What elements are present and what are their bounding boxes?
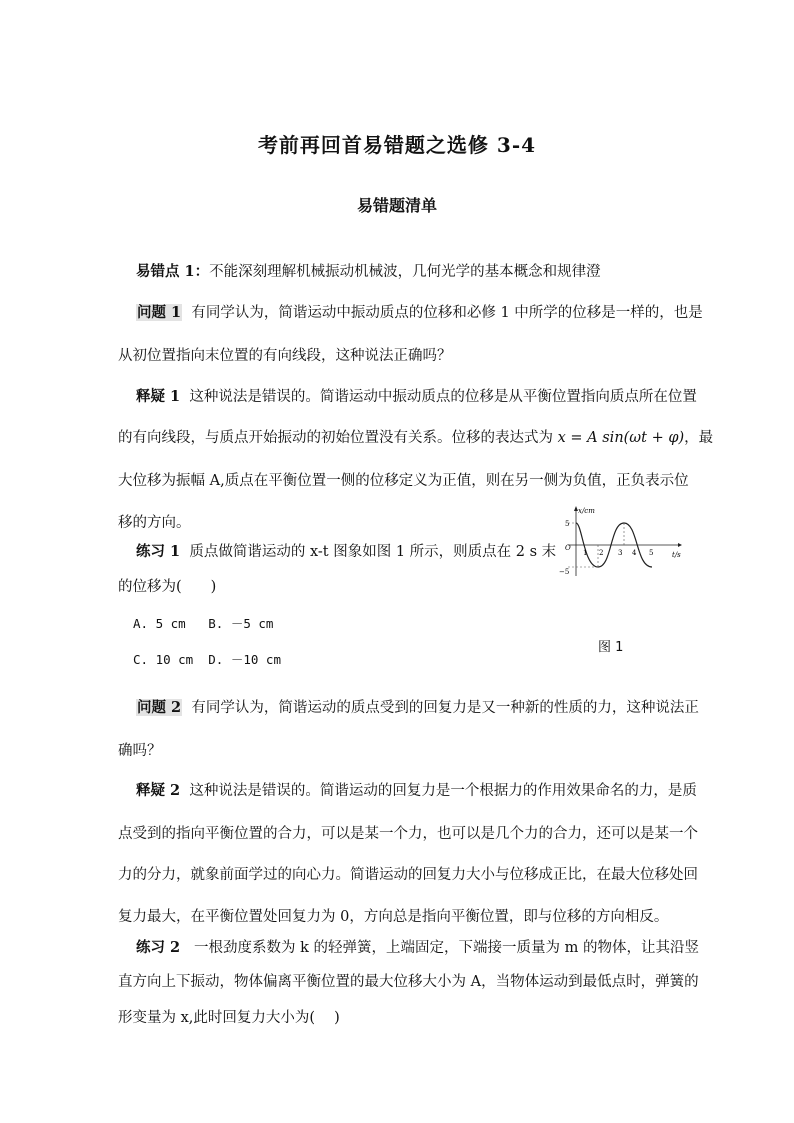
error-point-1 <box>136 260 601 281</box>
x-tick-1: 1 <box>583 549 588 557</box>
option-b: B. －5 cm <box>208 616 274 631</box>
option-d: D. －10 cm <box>208 652 281 667</box>
question-1-line-1: 问题 1 有同学认为，简谐运动中振动质点的位移和必修 1 中所学的位移是一样的，也是 <box>137 304 703 321</box>
answer-2-line-3: 力的分力，就象前面学过的向心力。简谐运动的回复力大小与位移成正比，在最大位移处回 <box>118 867 698 883</box>
answer-2-label: 释疑 2 <box>136 782 181 799</box>
question-1-label: 问题 1 <box>137 304 182 321</box>
error-point-text: 不能深刻理解机械振动机械波，几何光学的基本概念和规律澄 <box>209 264 601 280</box>
y-top-label: 5 <box>565 520 570 528</box>
exercise-1-label: 练习 1 <box>136 543 181 560</box>
answer-1-label: 释疑 1 <box>136 388 181 405</box>
exercise-2-line-3: 形变量为 x,此时回复力大小为( ) <box>118 1010 340 1026</box>
answer-2-line-4: 复力最大，在平衡位置处回复力为 0，方向总是指向平衡位置，即与位移的方向相反。 <box>118 909 669 925</box>
exercise-2-line-2: 直方向上下振动，物体偏离平衡位置的最大位移大小为 A，当物体运动到最低点时，弹簧的 <box>118 974 699 990</box>
x-tick-5: 5 <box>649 549 654 557</box>
origin-label: O <box>565 544 571 552</box>
x-tick-4: 4 <box>632 549 637 557</box>
answer-1-line-1: 释疑 1 这种说法是错误的。简谐运动中振动质点的位移是从平衡位置指向质点所在位置 <box>136 388 697 405</box>
answer-1-line-4: 移的方向。 <box>118 515 191 531</box>
answer-2-line-1: 释疑 2 这种说法是错误的。简谐运动的回复力是一个根据力的作用效果命名的力，是质 <box>136 782 697 799</box>
x-tick-2: 2 <box>599 549 604 557</box>
xt-graph-figure <box>556 504 684 580</box>
y-axis-label: x/cm <box>578 507 595 515</box>
exercise-1-line-1: 练习 1 质点做简谐运动的 x-t 图象如图 1 所示，则质点在 2 s 末 <box>136 543 557 560</box>
answer-2-line-2: 点受到的指向平衡位置的合力，可以是某一个力，也可以是几个力的合力，还可以是某一个 <box>118 826 698 842</box>
exercise-1-options-cd <box>133 650 281 668</box>
exercise-1-line-2: 的位移为( ) <box>118 579 217 595</box>
x-tick-3: 3 <box>618 549 623 557</box>
exercise-1-options-ab <box>133 614 273 632</box>
answer-1-line-2: 的有向线段，与质点开始振动的初始位置没有关系。位移的表达式为 x = A sin(ωt + φ)，最 <box>118 430 714 446</box>
figure-caption: 图 1 <box>598 640 624 655</box>
question-2-label: 问题 2 <box>137 699 182 716</box>
error-point-label: 易错点 1： <box>136 263 210 280</box>
x-axis-label: t/s <box>672 551 681 559</box>
document-title: 考前再回首易错题之选修 3-4 <box>257 133 537 157</box>
t-axis-arrow <box>678 543 682 547</box>
question-2-line-1: 问题 2 有同学认为，简谐运动的质点受到的回复力是又一种新的性质的力，这种说法正 <box>137 699 699 716</box>
exercise-2-label: 练习 2 <box>136 939 181 956</box>
displacement-formula: x = A sin(ωt + φ) <box>557 430 685 446</box>
exercise-2-line-1: 练习 2 一根劲度系数为 k 的轻弹簧，上端固定，下端接一质量为 m 的物体，让其沿竖 <box>136 939 699 956</box>
option-c: C. 10 cm <box>133 652 194 667</box>
section-title: 易错题清单 <box>356 196 437 215</box>
option-a: A. 5 cm <box>133 616 186 631</box>
question-2-line-2: 确吗？ <box>118 743 162 759</box>
answer-1-line-3: 大位移为振幅 A,质点在平衡位置一侧的位移定义为正值，则在另一侧为负值，正负表示位 <box>118 473 689 489</box>
y-bottom-label: −5 <box>559 568 570 576</box>
question-1-line-2: 从初位置指向末位置的有向线段，这种说法正确吗？ <box>118 348 452 364</box>
